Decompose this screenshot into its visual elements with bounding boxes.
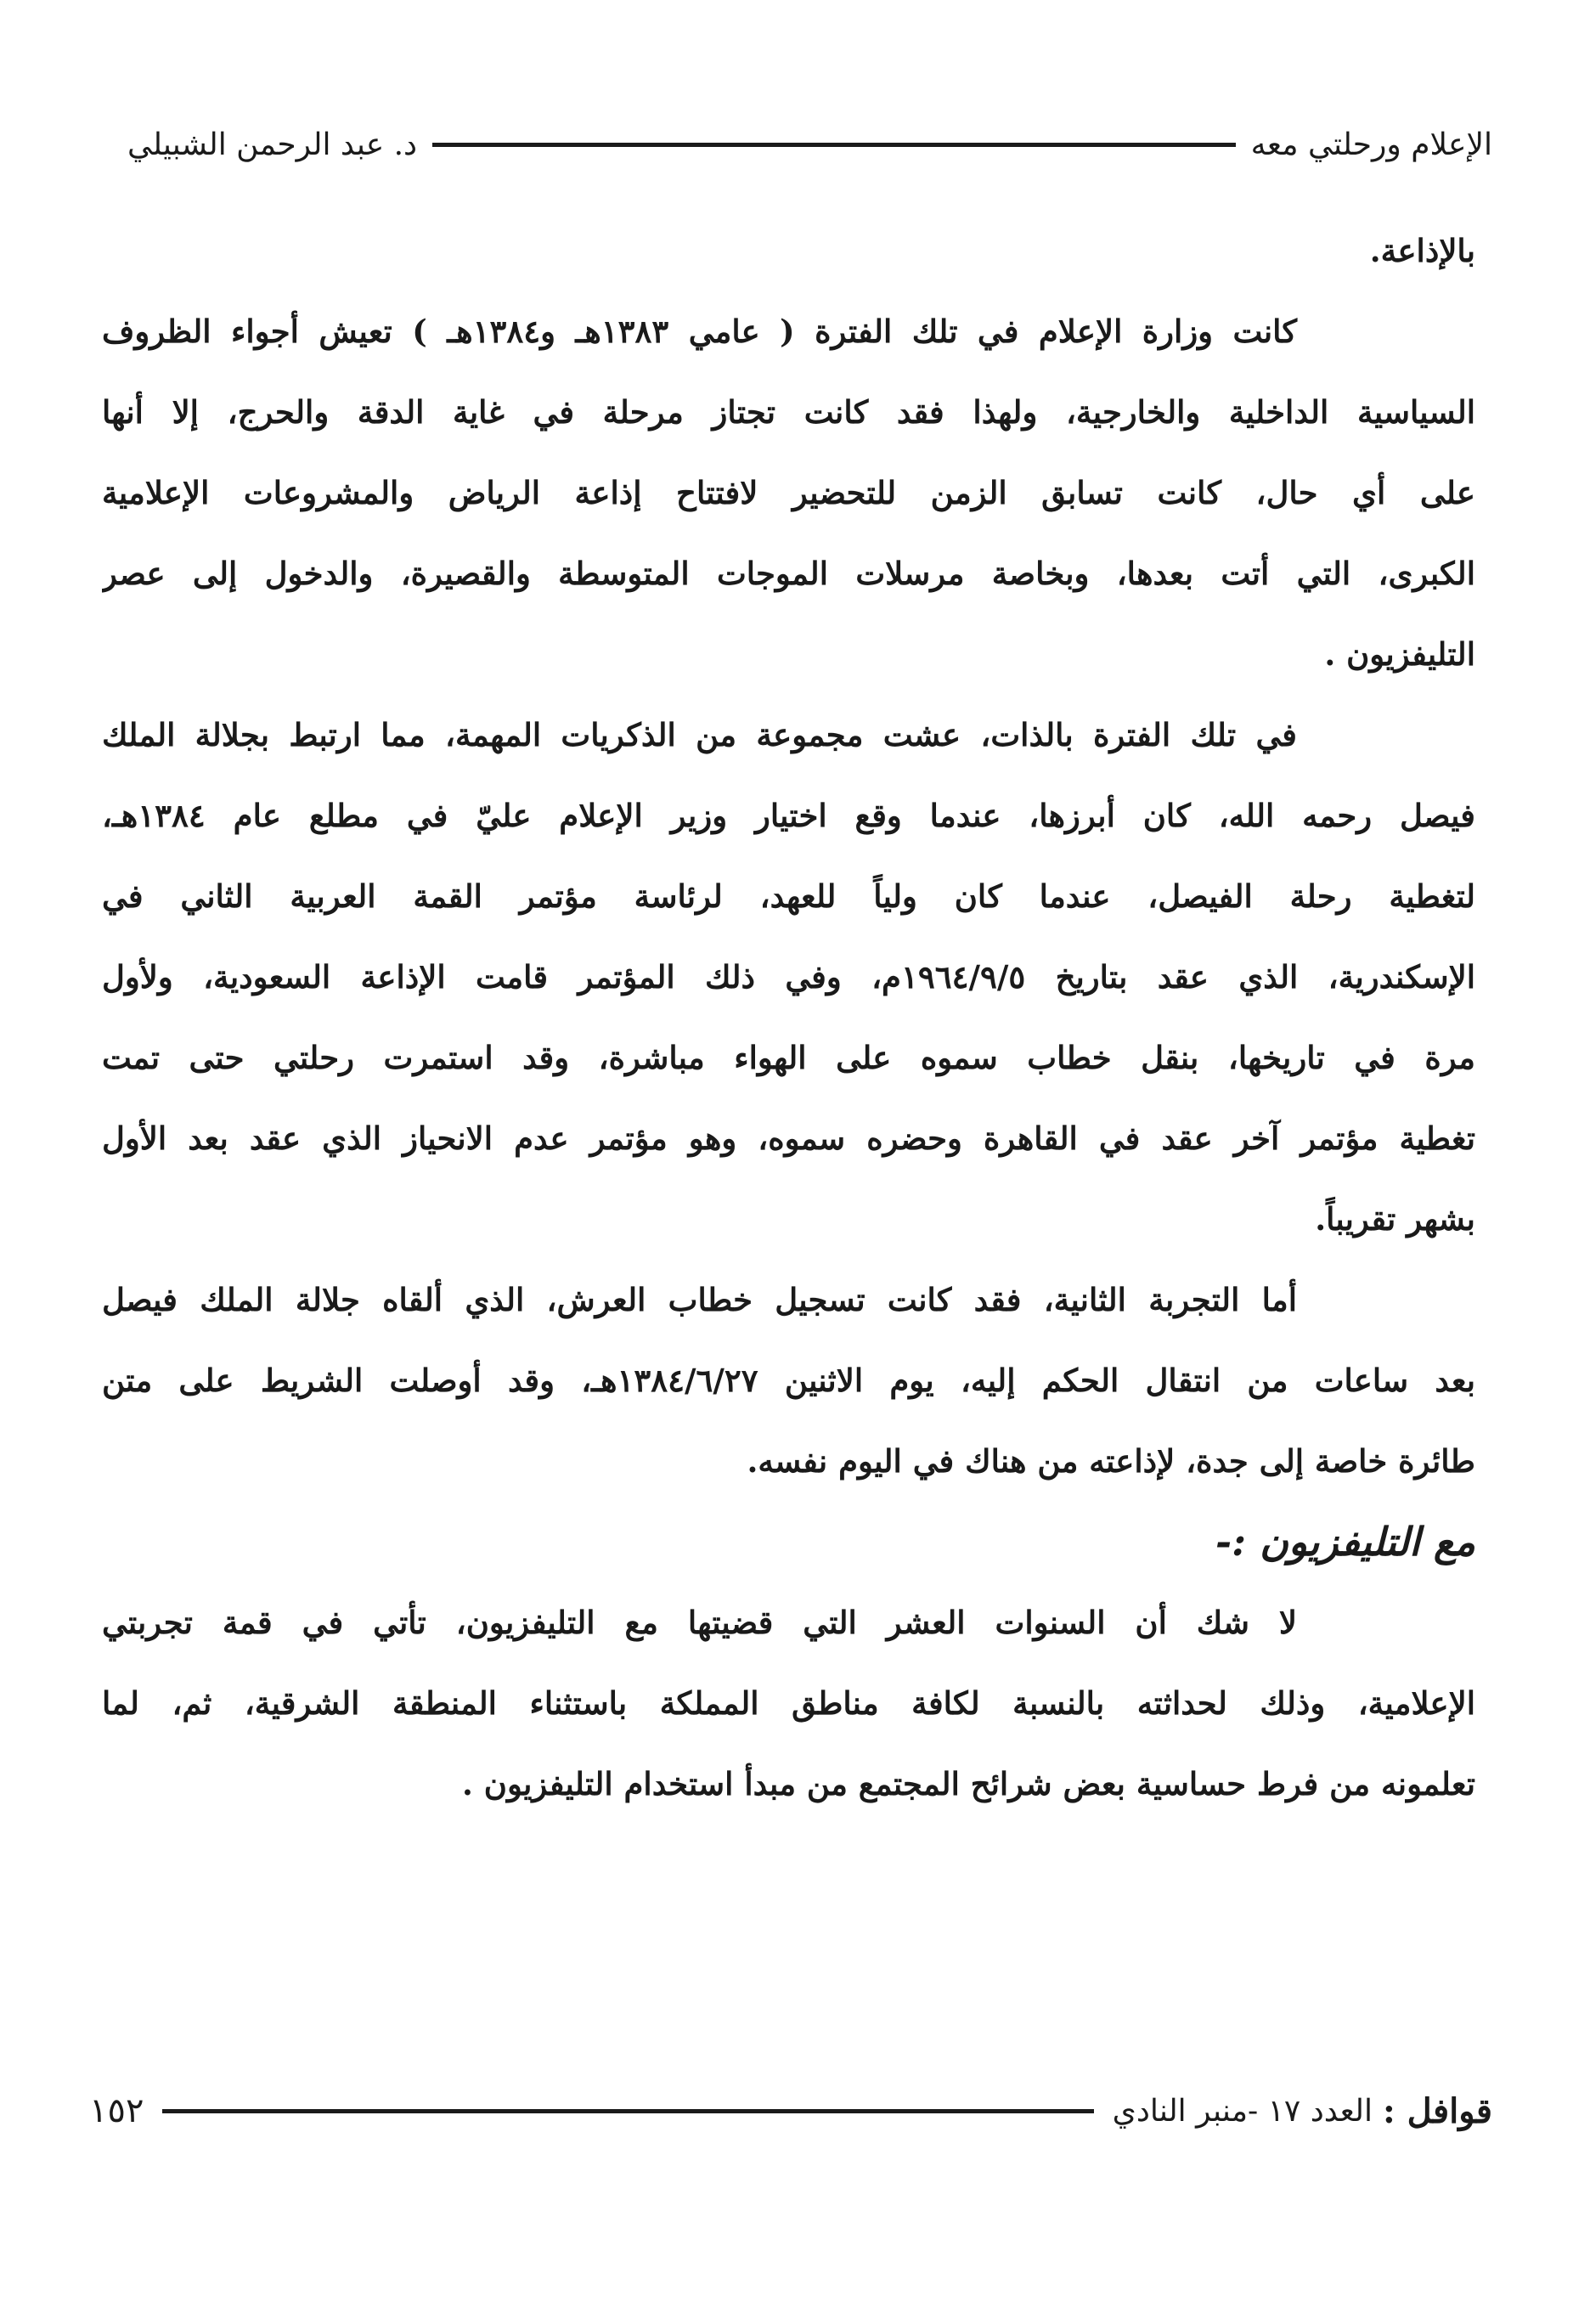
text-line: بعد ساعات من انتقال الحكم إليه، يوم الاثنين ١٣٨٤/٦/٢٧هـ، وقد أوصلت الشريط على متن	[102, 1362, 1475, 1399]
text-line: بشهر تقريباً.	[1315, 1200, 1475, 1238]
footer-rule	[162, 2109, 1093, 2113]
issue-info: العدد ١٧ -منبر النادي	[1112, 2093, 1373, 2129]
text-line: طائرة خاصة إلى جدة، لإذاعته من هناك في اليوم نفسه.	[747, 1442, 1475, 1480]
text-line: أما التجربة الثانية، فقد كانت تسجيل خطاب العرش، الذي ألقاه جلالة الملك فيصل	[102, 1281, 1297, 1318]
text-line: مرة في تاريخها، بنقل خطاب سموه على الهواء مباشرة، وقد استمرت رحلتي حتى تمت	[102, 1039, 1475, 1076]
text-line: بالإذاعة.	[1369, 232, 1475, 269]
text-line: لتغطية رحلة الفيصل، عندما كان ولياً للعهد، لرئاسة مؤتمر القمة العربية الثاني في	[102, 877, 1475, 915]
header-rule	[432, 143, 1235, 147]
text-line: تغطية مؤتمر آخر عقد في القاهرة وحضره سموه، وهو مؤتمر عدم الانحياز الذي عقد بعد الأول	[102, 1120, 1475, 1157]
author-name: د. عبد الرحمن الشبيلي	[127, 127, 418, 162]
text-line: على أي حال، كانت تسابق الزمن للتحضير لافتتاح إذاعة الرياض والمشروعات الإعلامية	[102, 474, 1475, 511]
running-header	[127, 119, 1492, 170]
running-footer	[89, 2081, 1492, 2141]
text-line: تعلمونه من فرط حساسية بعض شرائح المجتمع من مبدأ استخدام التليفزيون .	[462, 1765, 1475, 1802]
text-line: السياسية الداخلية والخارجية، ولهذا فقد كانت تجتاز مرحلة في غاية الدقة والحرج، إلا أنها	[102, 393, 1475, 431]
journal-name: قوافل :	[1382, 2090, 1492, 2131]
text-line: كانت وزارة الإعلام في تلك الفترة ( عامي ١٣٨٣هـ و١٣٨٤هـ ) تعيش أجواء الظروف	[102, 313, 1298, 350]
text-line: لا شك أن السنوات العشر التي قضيتها مع التليفزيون، تأتي في قمة تجربتي	[102, 1604, 1297, 1641]
body-text	[102, 211, 1475, 1825]
text-line: الإعلامية، وذلك لحداثته بالنسبة لكافة مناطق المملكة باستثناء المنطقة الشرقية، ثم، لما	[102, 1684, 1475, 1722]
text-line: الكبرى، التي أتت بعدها، وبخاصة مرسلات الموجات المتوسطة والقصيرة، والدخول إلى عصر	[102, 555, 1475, 592]
text-line: فيصل رحمه الله، كان أبرزها، عندما وقع اختيار وزير الإعلام عليّ في مطلع عام ١٣٨٤هـ،	[102, 797, 1475, 834]
page-number: ١٥٢	[89, 2091, 144, 2130]
book-title: الإعلام ورحلتي معه	[1250, 127, 1492, 162]
text-line: التليفزيون .	[1324, 635, 1475, 673]
section-heading: مع التليفزيون :-	[1215, 1519, 1475, 1565]
text-line: في تلك الفترة بالذات، عشت مجموعة من الذكريات المهمة، مما ارتبط بجلالة الملك	[102, 716, 1297, 753]
text-line: الإسكندرية، الذي عقد بتاريخ ١٩٦٤/٩/٥م، وفي ذلك المؤتمر قامت الإذاعة السعودية، ولأول	[102, 958, 1475, 996]
